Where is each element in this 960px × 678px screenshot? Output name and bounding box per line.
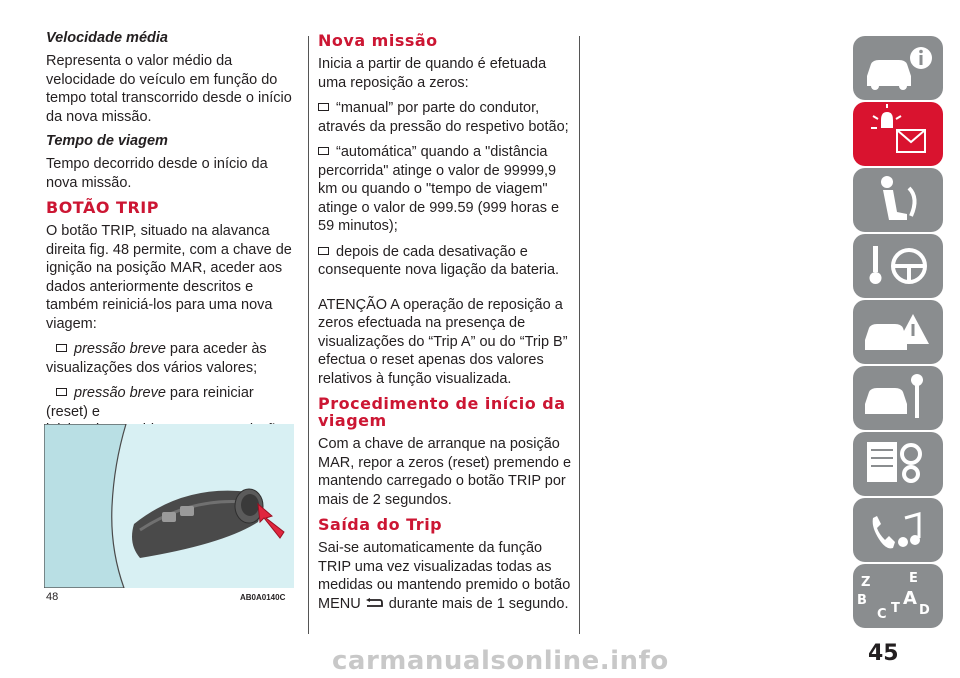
page-number: 45 — [868, 641, 899, 666]
menu-return-icon — [365, 598, 383, 608]
index-letter: D — [919, 603, 930, 618]
watermark: carmanualsonline.info — [332, 646, 669, 676]
tab-car-wrench[interactable] — [853, 366, 943, 430]
tab-phone-music[interactable] — [853, 498, 943, 562]
figure-code: AB0A0140C — [240, 593, 286, 602]
bullet-box-icon — [318, 103, 329, 111]
paragraph-botao-trip: O botão TRIP, situado na alavanca direita fig. 48 permite, com a chave de ignição na posição MAR, aceder aos dados anteriormente descritos e também reiniciá-los para uma nova viagem: — [46, 223, 292, 332]
tab-car-info[interactable] — [853, 36, 943, 100]
bullet-item-1: pressão breve para aceder às visualizações dos vários valores; — [46, 341, 267, 376]
heading-nova-missao: Nova missão — [318, 31, 438, 50]
car-info-icon — [853, 36, 943, 100]
paragraph-velocidade-media: Representa o valor médio da velocidade do veículo em função do tempo total transcorrido desde o início da nova missão. — [46, 53, 292, 125]
paragraph-procedimento: Com a chave de arranque na posição MAR, repor a zeros (reset) premendo e mantendo carregado o botão TRIP por mais de 2 segundos. — [318, 436, 572, 508]
heading-tempo-viagem: Tempo de viagem — [46, 133, 168, 149]
figure-number: 48 — [46, 591, 59, 603]
car-warning-icon — [853, 300, 943, 364]
paragraph-nova-missao: Inicia a partir de quando é efetuada uma reposição a zeros: — [318, 56, 547, 91]
lever-illustration — [44, 424, 294, 588]
index-letter: Z — [861, 575, 871, 590]
bullet-box-icon — [318, 147, 329, 155]
index-letter: E — [909, 571, 918, 586]
alphabetical-index-icon — [853, 564, 943, 628]
heading-procedimento: Procedimento de início da viagem — [318, 394, 566, 430]
key-steering-wheel-icon — [853, 234, 943, 298]
bullet-box-icon — [56, 388, 67, 396]
tab-seat-safety[interactable] — [853, 168, 943, 232]
tab-car-warning[interactable] — [853, 300, 943, 364]
document-gear-icon — [853, 432, 943, 496]
bullet-bateria: depois de cada desativação e consequente nova ligação da bateria. — [318, 243, 560, 278]
heading-velocidade-media: Velocidade média — [46, 30, 168, 46]
phone-music-icon — [853, 498, 943, 562]
paragraph-atencao: ATENÇÃO A operação de reposição a zeros efectuada na presença de visualizações do “Trip A” ou do “Trip B” efectua o reset apenas dos valores relativos à função visualizada. — [318, 296, 568, 387]
paragraph-saida-trip: Sai-se automaticamente da função TRIP uma vez visualizadas todas as medidas ou mantendo premido o botão MENU durante mais de 1 segundo. — [318, 540, 571, 612]
tab-alphabetical-index[interactable] — [853, 564, 943, 628]
index-letter: C — [877, 607, 887, 622]
middle-column — [318, 28, 574, 620]
column-divider — [579, 36, 580, 634]
bullet-automatica: “automática” quando a "distância percorrida" atinge o valor de 99999,9 km ou quando o "tempo de viagem" atinge o valor de 999.59 (999 horas e 59 minutos); — [318, 144, 560, 234]
bullet-box-icon — [56, 344, 67, 352]
tab-document-gear[interactable] — [853, 432, 943, 496]
tab-key-steering[interactable] — [853, 234, 943, 298]
seat-safety-icon — [853, 168, 943, 232]
trip-button-figure — [44, 424, 294, 588]
car-wrench-icon — [853, 366, 943, 430]
index-letter: T — [891, 601, 900, 616]
index-letter: A — [903, 588, 917, 609]
warning-lights-message-icon — [853, 102, 943, 166]
column-divider — [308, 36, 309, 634]
heading-saida-trip: Saída do Trip — [318, 515, 443, 534]
bullet-manual: “manual” por parte do condutor, através da pressão do respetivo botão; — [318, 100, 569, 135]
heading-botao-trip: BOTÃO TRIP — [46, 198, 159, 217]
bullet-item-2: pressão breve para reiniciar (reset) e — [46, 385, 254, 420]
paragraph-tempo-viagem: Tempo decorrido desde o início da nova missão. — [46, 156, 268, 191]
index-letter: B — [857, 593, 867, 608]
bullet-box-icon — [318, 247, 329, 255]
left-column — [46, 28, 296, 447]
tab-warning-lights[interactable] — [853, 102, 943, 166]
